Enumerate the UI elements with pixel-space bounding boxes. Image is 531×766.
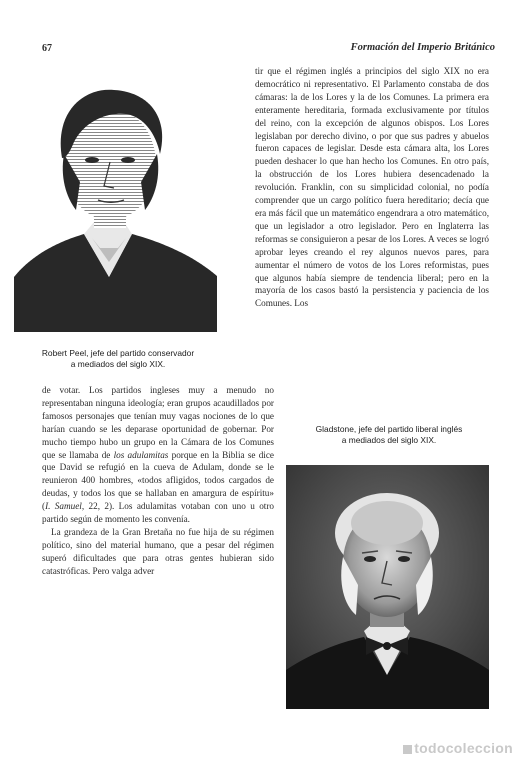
peel-caption-line2: a mediados del siglo XIX. [70,359,166,369]
gladstone-caption-line2: a mediados del siglo XIX. [341,435,437,445]
peel-caption [14,348,222,370]
page-number: 67 [42,43,52,54]
left-paragraph-1-text-a: de votar. Los partidos ingleses muy a menudo no representaban ninguna ideología; eran grupos acaudillados por famosos personajes que tenían muy vagas nociones de lo que harían cuando se les deparase oportunidad de gobernar. Por mucho tiempo hubo un grupo en la Cámara de los Comunes que se llamaba de [42,385,274,460]
peel-portrait-image [14,62,217,332]
gladstone-caption [286,424,492,446]
gladstone-caption-line1: Gladstone, jefe del partido liberal inglés [315,424,463,434]
left-paragraph-1-italic-b: I. Samuel, [45,501,85,512]
left-paragraph-1-text-b: porque en la Biblia se dice que David se refugió en la cueva de Adulam, donde se le reunieron 400 hombres, «todos afligidos, todos cargados de deudas, y todos los que se hallaban en amargura de espíritu» ( [42,449,274,512]
right-paragraph-1: tir que el régimen inglés a principios del siglo XIX no era democrático ni representativo. El Parlamento constaba de dos cámaras: la de los Lores y la de los Comunes. La primera era enteramente hereditaria, formada exclusivamente por títulos del reino, con la excepción de algunos obispos. Los Lores legislaban por derecho divino, o por que sus padres y abuelos fueron capaces de legislar. Desde esta cámara alta, los Lores pueden deshacer lo que han hecho los Comunes. En otro país, la obstrucción de los Lores hubiera desencadenado la revolución. Franklin, con su simplicidad colonial, no podía comprender que un cargo político fuera hereditario; decía que era más fácil que un matemático engendrara a otro matemático, que un legislador a otro legislador. Pero en Inglaterra las reformas se consiguieron a pesar de los Lores. A veces se logró aprobar leyes creando el rey algunos nuevos pares, para aumentar el número de votos de los Lores reformistas, pues que algunos había siempre de tendencia liberal; pero en la mayoría de los casos bastó la persistencia y paciencia de los Comunes. Los [255,66,489,309]
left-paragraph-1-italic-a: los adulamitas [113,449,169,460]
running-title: Formación del Imperio Británico [350,42,495,53]
watermark [403,740,513,756]
left-paragraph-2: La grandeza de la Gran Bretaña no fue hija de su régimen político, sino del material humano, que a pesar del régimen superó dificultades que para otras gentes hubieran sido catastróficas. Pero valga adver [42,526,274,576]
left-paragraph-1 [42,384,274,526]
gladstone-portrait-image [286,465,489,709]
left-paragraph-1-text-c: 22, 2). Los adulamitas votaban con uno u otro partido según de momento les convenía. [42,501,274,525]
right-text-column [255,65,489,310]
watermark-square-icon [403,745,412,754]
peel-caption-line1: Robert Peel, jefe del partido conservador [41,348,195,358]
left-text-column [42,384,274,578]
watermark-text: todocoleccion [414,740,513,756]
